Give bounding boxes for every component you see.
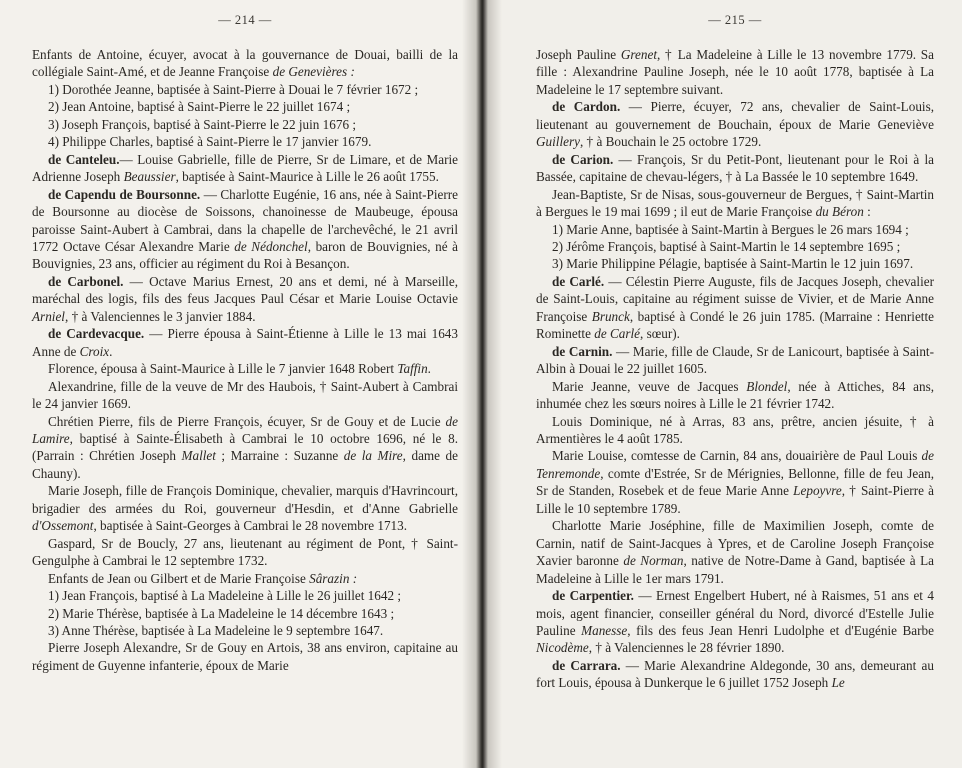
text-run: 1) Jean François, baptisé à La Madeleine à Lille le 26 juillet 1642 ; xyxy=(48,588,402,604)
paragraph xyxy=(32,535,458,570)
text-run: — Pierre épousa à Saint-Étienne à Lille le 13 mai 1643 Anne de xyxy=(32,326,458,359)
family-name: de Canteleu. xyxy=(48,151,120,167)
book-gutter xyxy=(462,0,502,768)
text-run: — Marie Alexandrine Aldegonde, 30 ans, demeurant au fort Louis, épousa à Dunkerque le 6 juillet 1752 Joseph xyxy=(536,657,934,691)
italic-name: de Genevières : xyxy=(272,64,355,80)
text-run: , † à Valenciennes le 3 janvier 1884. xyxy=(64,308,256,324)
paragraph xyxy=(32,413,458,483)
text-run: Pierre Joseph Alexandre, Sr de Gouy en Artois, 38 ans environ, capitaine au régiment de Guyenne infanterie, époux de Marie xyxy=(32,640,458,673)
text-run: 1) Marie Anne, baptisée à Saint-Martin à Bergues le 26 mars 1694 ; xyxy=(552,221,909,237)
text-run: 3) Marie Philippine Pélagie, baptisée à Saint-Martin le 12 juin 1697. xyxy=(552,256,914,272)
paragraph xyxy=(32,273,458,325)
text-run: — Charlotte Eugénie, 16 ans, née à Saint-Pierre de Boursonne au diocèse de Soissons, chanoinesse de Maubeuge, épousa paroisse Saint-Aubert à Cambrai, dans la chapelle de l'archevêché, le 21 avril 1772 Octave César Alexandre Marie xyxy=(32,186,458,254)
family-name: de Carrara. xyxy=(552,657,621,673)
paragraph xyxy=(32,46,458,81)
paragraph xyxy=(536,273,934,343)
text-run: — Ernest Engelbert Hubert, né à Raismes, 51 ans et 4 mois, agent financier, conseiller général du Nord, divorcé d'Estelle Julie Pauline xyxy=(536,588,934,638)
text-run: — François, Sr du Petit-Pont, lieutenant pour le Roi à la Bassée, capitaine de chevau-légers, † à La Bassée le 10 septembre 1649. xyxy=(536,151,934,185)
italic-name: Lepoyvre xyxy=(793,483,842,499)
text-run: Marie Joseph, fille de François Dominique, chevalier, marquis d'Havrincourt, brigadier des armées du Roi, gouverneur d'Hesdin, et d'Anne Gabrielle xyxy=(32,483,458,516)
paragraph xyxy=(536,151,934,186)
paragraph xyxy=(32,81,458,98)
text-run: Gaspard, Sr de Boucly, 27 ans, lieutenant au régiment de Pont, † Saint-Gengulphe à Cambrai le 12 septembre 1732. xyxy=(32,535,458,569)
text-run: , † La Madeleine à Lille le 13 novembre 1779. Sa fille : Alexandrine Pauline Joseph, née le 10 août 1778, baptisée à La Madeleine le 17 septembre suivant. xyxy=(536,47,934,97)
italic-name: de Tenremonde xyxy=(536,448,934,481)
text-run: , baptisée à Saint-Maurice à Lille le 26 août 1755. xyxy=(175,169,439,185)
text-run: , † à Valenciennes le 28 février 1890. xyxy=(588,640,785,656)
family-name: de Cardon. xyxy=(552,99,621,115)
paragraph xyxy=(32,482,458,534)
text-run: , sœur). xyxy=(640,326,680,342)
italic-name: de Nédonchel xyxy=(234,238,308,254)
text-run: 4) Philippe Charles, baptisé à Saint-Pierre le 17 janvier 1679. xyxy=(48,134,372,150)
text-run: 2) Jean Antoine, baptisé à Saint-Pierre le 22 juillet 1674 ; xyxy=(48,99,351,115)
paragraph xyxy=(32,639,458,674)
text-run: Joseph Pauline xyxy=(536,47,621,62)
paragraph xyxy=(536,657,934,692)
italic-name: de Lamire xyxy=(32,413,458,446)
paragraph xyxy=(536,238,934,255)
text-run: 2) Jérôme François, baptisé à Saint-Martin le 14 septembre 1695 ; xyxy=(552,238,901,254)
text-run: , native de Notre-Dame à Gand, baptisée à La Madeleine à Lille le 1er mars 1791. xyxy=(536,553,934,586)
italic-name: d'Ossemont xyxy=(32,518,94,534)
text-run: 1) Dorothée Jeanne, baptisée à Saint-Pierre à Douai le 7 février 1672 ; xyxy=(48,81,419,97)
paragraph xyxy=(32,116,458,133)
italic-name: de Norman xyxy=(623,553,684,569)
italic-name: Arniel xyxy=(32,308,65,324)
family-name: de Capendu de Boursonne. xyxy=(48,186,201,202)
family-name: de Carlé. xyxy=(552,273,605,289)
text-run: Florence, épousa à Saint-Maurice à Lille le 7 janvier 1648 Robert xyxy=(48,361,398,377)
paragraph xyxy=(536,98,934,150)
text-run: Enfants de Antoine, écuyer, avocat à la gouvernance de Douai, bailli de la collégiale Saint-Amé, et de Jeanne Françoise xyxy=(32,47,458,80)
italic-name: Beaussier xyxy=(123,169,176,185)
text-run: — Pierre, écuyer, 72 ans, chevalier de Saint-Louis, lieutenant au gouvernement de Bouchain, époux de Marie Geneviève xyxy=(536,99,935,132)
paragraph xyxy=(32,133,458,150)
italic-name: Brunck xyxy=(591,308,630,324)
paragraph xyxy=(536,186,934,221)
paragraph xyxy=(32,587,458,604)
right-page xyxy=(486,0,962,768)
paragraph xyxy=(32,98,458,115)
text-run: Louis Dominique, né à Arras, 83 ans, prêtre, ancien jésuite, † à Armentières le 4 août 1785. xyxy=(536,413,934,446)
paragraph xyxy=(536,413,934,448)
left-page-body xyxy=(32,46,458,674)
text-run: — Octave Marius Ernest, 20 ans et demi, né à Marseille, maréchal des logis, fils des feus Jacques Paul César et Marie Louise Octavie xyxy=(32,273,458,307)
paragraph xyxy=(536,255,934,272)
text-run: Charlotte Marie Joséphine, fille de Maximilien Joseph, comte de Carnin, natif de Saint-Jacques à Ypres, et de Caroline Joseph Françoise Xavier baronne xyxy=(536,518,934,569)
text-run: , baptisé à Condé le 26 juin 1785. (Marraine : Henriette Rominette xyxy=(536,308,934,342)
paragraph xyxy=(536,343,934,378)
paragraph xyxy=(32,570,458,587)
text-run: Chrétien Pierre, fils de Pierre François, écuyer, Sr de Gouy et de Lucie xyxy=(48,413,446,429)
text-run: Jean-Baptiste, Sr de Nisas, sous-gouverneur de Bergues, † Saint-Martin à Bergues le 19 mai 1699 ; il eut de Marie Françoise xyxy=(536,186,934,220)
family-name: de Cardevacque. xyxy=(48,326,145,342)
italic-name: Guillery xyxy=(536,134,580,150)
page-number-right: — 215 — xyxy=(708,13,762,27)
text-run: Enfants de Jean ou Gilbert et de Marie Françoise xyxy=(48,570,310,586)
text-run: , dame de Chauny). xyxy=(32,448,458,481)
left-page xyxy=(0,0,478,768)
paragraph xyxy=(536,378,934,413)
right-page-body xyxy=(536,46,934,692)
paragraph xyxy=(536,221,934,238)
italic-name: Le xyxy=(831,675,845,691)
text-run: — Louise Gabrielle, fille de Pierre, Sr de Limare, et de Marie Adrienne Joseph xyxy=(32,151,458,185)
italic-name: Grenet xyxy=(620,47,658,62)
text-run: , fils des feus Jean Henri Ludolphe et d'Eugénie Barbe xyxy=(627,622,934,638)
paragraph xyxy=(32,605,458,622)
page-number-left: — 214 — xyxy=(218,13,272,27)
paragraph xyxy=(32,151,458,186)
text-run: . xyxy=(109,343,113,359)
italic-name: Manesse xyxy=(581,622,628,638)
italic-name: Croix xyxy=(79,343,110,359)
paragraph xyxy=(32,622,458,639)
text-run: , † à Bouchain le 25 octobre 1729. xyxy=(579,134,762,150)
italic-name: Taffin xyxy=(397,361,428,377)
paragraph xyxy=(32,325,458,360)
text-run: , baptisé à Sainte-Élisabeth à Cambrai le 10 octobre 1696, né le 8. (Parrain : Chrétien Joseph xyxy=(32,430,458,464)
text-run: , baptisée à Saint-Georges à Cambrai le 28 novembre 1713. xyxy=(93,518,408,534)
text-run: — Célestin Pierre Auguste, fils de Jacques Joseph, chevalier de Saint-Louis, capitaine au régiment suisse de Vivier, et de Marie Anne Françoise xyxy=(536,273,934,324)
text-run: . xyxy=(427,361,431,377)
italic-name: de la Mire xyxy=(343,448,403,464)
paragraph xyxy=(536,447,934,517)
italic-name: du Béron xyxy=(815,204,864,220)
text-run: Alexandrine, fille de la veuve de Mr des Haubois, † Saint-Aubert à Cambrai le 24 janvier 1669. xyxy=(32,378,458,412)
text-run: Marie Jeanne, veuve de Jacques xyxy=(552,378,747,394)
text-run: , comte d'Estrée, Sr de Mérignies, Bellonne, fille de feu Jean, Sr de Standen, Rosebek et de feue Marie Anne xyxy=(536,465,934,499)
text-run: , née à Attiches, 84 ans, inhumée chez les sœurs noires à Lille le 21 février 1742. xyxy=(536,378,934,412)
paragraph xyxy=(32,360,458,377)
italic-name: Nicodème xyxy=(536,640,589,656)
paragraph xyxy=(536,587,934,657)
paragraph xyxy=(536,517,934,587)
italic-name: de Carlé xyxy=(594,326,641,342)
paragraph xyxy=(536,46,934,98)
text-run: , † Saint-Pierre à Lille le 10 septembre 1789. xyxy=(536,483,934,516)
paragraph xyxy=(32,378,458,413)
italic-name: Blondel xyxy=(746,378,788,394)
text-run: , baron de Bouvignies, né à Bouvignies, 23 ans, officier au régiment du Roi à Besançon. xyxy=(32,238,459,272)
text-run: 3) Joseph François, baptisé à Saint-Pierre le 22 juin 1676 ; xyxy=(48,116,357,132)
text-run: : xyxy=(863,204,871,220)
text-run: ; Marraine : Suzanne xyxy=(215,448,344,464)
family-name: de Carnin. xyxy=(552,343,613,359)
text-run: 2) Marie Thérèse, baptisée à La Madeleine le 14 décembre 1643 ; xyxy=(48,605,395,621)
text-run: — Marie, fille de Claude, Sr de Lanicourt, baptisée à Saint-Albin à Douai le 22 juillet 1605. xyxy=(536,343,934,377)
family-name: de Carpentier. xyxy=(552,588,634,604)
italic-name: Mallet xyxy=(181,448,216,464)
italic-name: Sârazin : xyxy=(309,570,358,586)
family-name: de Carbonel. xyxy=(48,273,124,289)
text-run: Marie Louise, comtesse de Carnin, 84 ans, douairière de Paul Louis xyxy=(552,448,922,464)
paragraph xyxy=(32,186,458,273)
text-run: 3) Anne Thérèse, baptisée à La Madeleine le 9 septembre 1647. xyxy=(48,622,384,638)
family-name: de Carion. xyxy=(552,151,614,167)
